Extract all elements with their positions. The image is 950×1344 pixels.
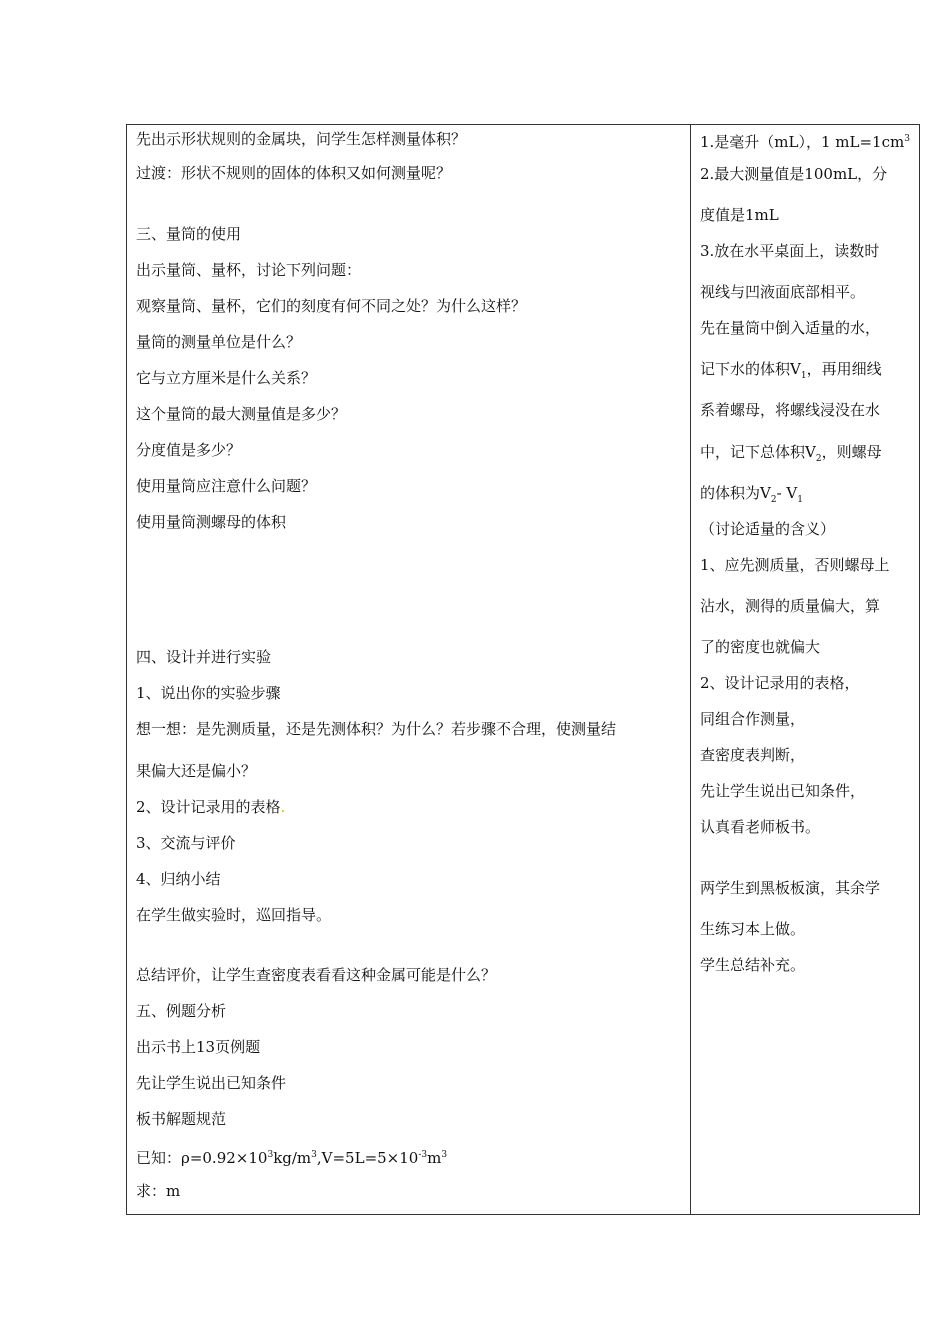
left-line: 观察量筒、量杯，它们的刻度有何不同之处？为什么这样？ (136, 297, 527, 315)
right-line: 生练习本上做。 (700, 920, 806, 938)
right-line: 1、应先测质量，否则螺母上 (700, 556, 890, 574)
left-line: 想一想：是先测质量，还是先测体积？为什么？若步骤不合理，使测量结 (136, 720, 617, 738)
left-line: 出示书上13页例题 (136, 1038, 261, 1056)
left-line (136, 798, 285, 816)
right-line-text: ，则螺母 (821, 443, 882, 461)
formula-line (136, 1146, 447, 1167)
right-line: 度值是1mL (700, 206, 779, 224)
left-line: 先出示形状规则的金属块，问学生怎样测量体积？ (136, 130, 467, 148)
right-line (700, 484, 803, 509)
section-heading: 五、例题分析 (136, 1002, 227, 1020)
right-line: 沾水，测得的质量偏大，算 (700, 597, 881, 615)
left-line: 使用量筒应注意什么问题？ (136, 477, 317, 495)
formula-superscript: -3 (418, 1150, 428, 1160)
formula-part: m (427, 1149, 442, 1167)
left-line: 板书解题规范 (136, 1110, 227, 1128)
left-line: 分度值是多少？ (136, 441, 242, 459)
formula-part: ,V=5L=5×10 (316, 1149, 419, 1167)
right-line: （讨论适量的含义） (700, 520, 836, 538)
formula-superscript: 3 (441, 1150, 448, 1160)
left-line: 1、说出你的实验步骤 (136, 684, 281, 702)
left-line: 总结评价，让学生查密度表看看这种金属可能是什么？ (136, 966, 497, 984)
right-line: 先让学生说出已知条件， (700, 782, 866, 800)
right-line: 同组合作测量， (700, 710, 806, 728)
right-line-text: ，再用细线 (806, 360, 882, 378)
section-heading: 三、量筒的使用 (136, 225, 242, 243)
left-line: 求：m (136, 1182, 181, 1200)
left-line: 在学生做实验时，巡回指导。 (136, 906, 332, 924)
left-line-text: 2、设计记录用的表格 (136, 798, 281, 816)
right-line: 了的密度也就偏大 (700, 638, 821, 656)
right-line: 认真看老师板书。 (700, 818, 821, 836)
right-line (700, 360, 882, 385)
mark-dot: . (280, 798, 286, 816)
right-line: 2.最大测量值是100mL，分 (700, 165, 888, 183)
right-line: 2、设计记录用的表格， (700, 674, 860, 692)
right-line: 3.放在水平桌面上，读数时 (700, 242, 880, 260)
column-divider (690, 124, 691, 1215)
section-heading: 四、设计并进行实验 (136, 648, 272, 666)
superscript: 3 (904, 134, 910, 144)
left-line: 使用量筒测螺母的体积 (136, 513, 287, 531)
formula-superscript: 3 (267, 1150, 274, 1160)
formula-part: 已知：ρ=0.92×10 (136, 1149, 268, 1167)
left-line: 这个量筒的最大测量值是多少？ (136, 405, 347, 423)
left-line: 量筒的测量单位是什么？ (136, 333, 302, 351)
right-line: 视线与凹液面底部相平。 (700, 283, 866, 301)
subscript: 2 (815, 454, 822, 464)
formula-superscript: 3 (311, 1150, 317, 1160)
right-line-text: 记下水的体积V (700, 360, 801, 378)
left-line: 它与立方厘米是什么关系？ (136, 369, 317, 387)
left-line: 3、交流与评价 (136, 834, 236, 852)
right-line (700, 443, 882, 468)
right-line: 两学生到黑板板演，其余学 (700, 879, 881, 897)
left-line: 4、归纳小结 (136, 870, 221, 888)
left-line: 出示量筒、量杯，讨论下列问题： (136, 261, 362, 279)
left-line: 先让学生说出已知条件 (136, 1074, 287, 1092)
formula-part: kg/m (273, 1149, 312, 1167)
right-line-text: - V (776, 484, 798, 502)
right-line: 学生总结补充。 (700, 956, 806, 974)
right-line: 查密度表判断， (700, 746, 806, 764)
subscript: 1 (800, 371, 807, 381)
right-line-text: 的体积为V (700, 484, 771, 502)
subscript: 2 (770, 495, 777, 505)
right-line-text: 中，记下总体积V (700, 443, 816, 461)
subscript: 1 (797, 495, 803, 505)
left-line: 过渡：形状不规则的固体的体积又如何测量呢？ (136, 164, 452, 182)
right-line: 系着螺母，将螺线浸没在水 (700, 401, 881, 419)
right-line-text: 1.是毫升（mL），1 mL=1cm (700, 133, 905, 151)
right-line: 先在量筒中倒入适量的水， (700, 319, 881, 337)
right-line (700, 130, 910, 151)
left-line: 果偏大还是偏小？ (136, 762, 257, 780)
